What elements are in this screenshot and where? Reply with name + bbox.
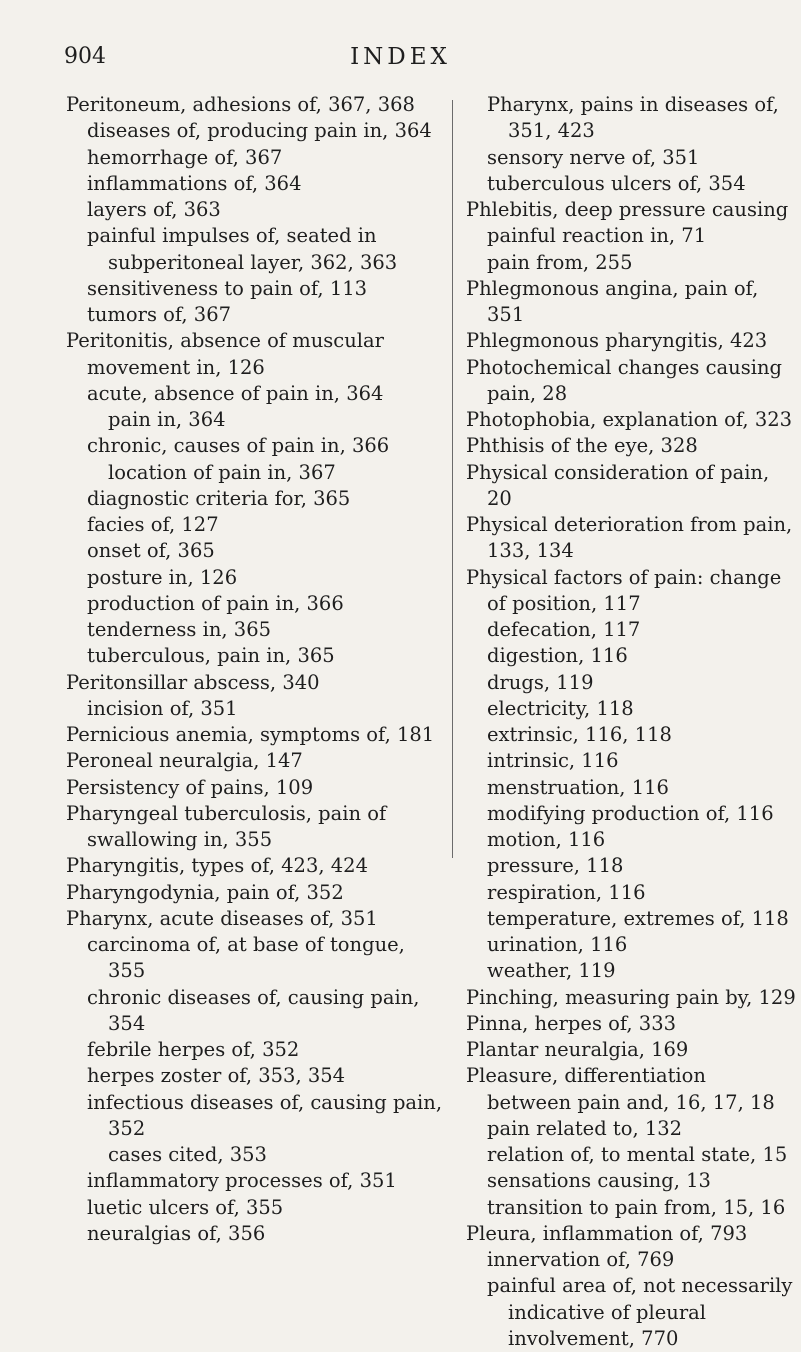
index-entry: Pleasure, differentiation between pain and, 16, 17, 18 bbox=[466, 1064, 775, 1114]
index-subentry: temperature, extremes of, 118 bbox=[487, 906, 789, 930]
left-index-column bbox=[66, 92, 446, 1247]
index-subentry: hemorrhage of, 367 bbox=[87, 145, 283, 169]
right-index-column bbox=[466, 92, 796, 1352]
index-subentry: infectious diseases of, causing pain, 352 bbox=[87, 1090, 443, 1140]
index-subentry: relation of, to mental state, 15 bbox=[487, 1143, 788, 1166]
index-subentry: tumors of, 367 bbox=[87, 303, 232, 326]
index-subentry: sensitiveness to pain of, 113 bbox=[87, 276, 368, 300]
index-subentry: pressure, 118 bbox=[487, 854, 624, 878]
index-subentry: digestion, 116 bbox=[487, 644, 628, 668]
index-subentry: incision of, 351 bbox=[87, 696, 238, 720]
index-entry: Physical factors of pain: change of position, 117 bbox=[466, 565, 782, 615]
index-subentry: pain in, 364 bbox=[108, 408, 226, 431]
index-subentry: pain from, 255 bbox=[487, 250, 633, 274]
index-subentry: modifying production of, 116 bbox=[487, 801, 774, 825]
index-subentry: inflammations of, 364 bbox=[87, 171, 302, 195]
index-subentry: chronic, causes of pain in, 366 bbox=[87, 434, 390, 458]
index-subentry: chronic diseases of, causing pain, 354 bbox=[87, 985, 420, 1035]
index-subentry: defecation, 117 bbox=[487, 618, 641, 641]
index-entry: Photochemical changes causing pain, 28 bbox=[466, 355, 783, 405]
index-entry: Pinna, herpes of, 333 bbox=[466, 1011, 677, 1035]
index-subentry: tuberculous ulcers of, 354 bbox=[487, 171, 746, 195]
index-entry: Physical deterioration from pain, 133, 134 bbox=[466, 513, 793, 563]
index-entry: Peritonitis, absence of muscular movement in, 126 bbox=[66, 329, 384, 379]
index-entry: Phlegmonous pharyngitis, 423 bbox=[466, 329, 768, 353]
index-subentry: acute, absence of pain in, 364 bbox=[87, 381, 384, 405]
index-entry: Pharynx, acute diseases of, 351 bbox=[66, 906, 378, 930]
index-subentry: respiration, 116 bbox=[487, 880, 646, 904]
index-entry: Pernicious anemia, symptoms of, 181 bbox=[66, 723, 435, 746]
index-subentry: carcinoma of, at base of tongue, 355 bbox=[87, 933, 405, 983]
index-entry: Pinching, measuring pain by, 129 bbox=[466, 985, 796, 1009]
index-entry: Phlebitis, deep pressure causing painful reaction in, 71 bbox=[466, 198, 789, 248]
index-subentry: transition to pain from, 15, 16 bbox=[487, 1195, 786, 1219]
index-subentry: urination, 116 bbox=[487, 933, 628, 956]
index-subentry: sensory nerve of, 351 bbox=[487, 145, 700, 169]
index-entry: Phthisis of the eye, 328 bbox=[466, 434, 698, 458]
index-entry: Photophobia, explanation of, 323 bbox=[466, 408, 793, 431]
index-subentry: intrinsic, 116 bbox=[487, 749, 619, 773]
index-subentry: extrinsic, 116, 118 bbox=[487, 723, 672, 746]
index-subentry: menstruation, 116 bbox=[487, 775, 669, 799]
index-subentry: sensations causing, 13 bbox=[487, 1169, 711, 1193]
index-subentry: innervation of, 769 bbox=[487, 1248, 675, 1271]
index-subentry: facies of, 127 bbox=[87, 513, 219, 536]
column-divider bbox=[452, 100, 453, 858]
index-subentry: inflammatory processes of, 351 bbox=[87, 1169, 397, 1193]
index-subentry: neuralgias of, 356 bbox=[87, 1221, 266, 1245]
index-subentry: production of pain in, 366 bbox=[87, 591, 344, 615]
index-entry: Plantar neuralgia, 169 bbox=[466, 1038, 689, 1061]
index-entry: Physical consideration of pain, 20 bbox=[466, 460, 770, 510]
index-subentry: posture in, 126 bbox=[87, 565, 238, 589]
index-entry: Peroneal neuralgia, 147 bbox=[66, 749, 303, 773]
index-subentry: pain related to, 132 bbox=[487, 1116, 683, 1140]
index-subentry: cases cited, 353 bbox=[108, 1143, 267, 1166]
index-subentry: layers of, 363 bbox=[87, 198, 221, 221]
index-entry: Peritoneum, adhesions of, 367, 368 bbox=[66, 93, 415, 116]
index-subentry: herpes zoster of, 353, 354 bbox=[87, 1064, 346, 1088]
index-entry: Pharyngodynia, pain of, 352 bbox=[66, 880, 344, 904]
index-entry: Persistency of pains, 109 bbox=[66, 775, 314, 799]
index-subentry: febrile herpes of, 352 bbox=[87, 1038, 300, 1061]
index-subentry: electricity, 118 bbox=[487, 696, 634, 720]
index-subentry: diagnostic criteria for, 365 bbox=[87, 486, 351, 510]
index-subentry: diseases of, producing pain in, 364 bbox=[87, 119, 432, 143]
index-subentry: onset of, 365 bbox=[87, 539, 215, 563]
index-subentry: weather, 119 bbox=[487, 959, 616, 983]
index-entry: Peritonsillar abscess, 340 bbox=[66, 670, 320, 694]
index-subentry: painful impulses of, seated in subperitoneal layer, 362, 363 bbox=[87, 224, 398, 274]
running-head: INDEX bbox=[350, 44, 451, 70]
index-subentry: motion, 116 bbox=[487, 828, 606, 851]
index-subentry: luetic ulcers of, 355 bbox=[87, 1195, 284, 1219]
index-entry: Phlegmonous angina, pain of, 351 bbox=[466, 276, 759, 326]
index-subentry: location of pain in, 367 bbox=[108, 460, 336, 484]
page-number: 904 bbox=[64, 44, 106, 69]
index-entry: Pleura, inflammation of, 793 bbox=[466, 1221, 748, 1245]
index-entry: Pharyngeal tuberculosis, pain of swallowing in, 355 bbox=[66, 801, 387, 851]
index-subentry: tenderness in, 365 bbox=[87, 618, 272, 641]
index-subentry: Pharynx, pains in diseases of, 351, 423 bbox=[487, 93, 779, 143]
index-entry: Pharyngitis, types of, 423, 424 bbox=[66, 854, 368, 878]
index-subentry: tuberculous, pain in, 365 bbox=[87, 644, 335, 668]
index-subentry: painful area of, not necessarily indicative of pleural involvement, 770 bbox=[487, 1274, 793, 1350]
index-subentry: drugs, 119 bbox=[487, 670, 594, 694]
